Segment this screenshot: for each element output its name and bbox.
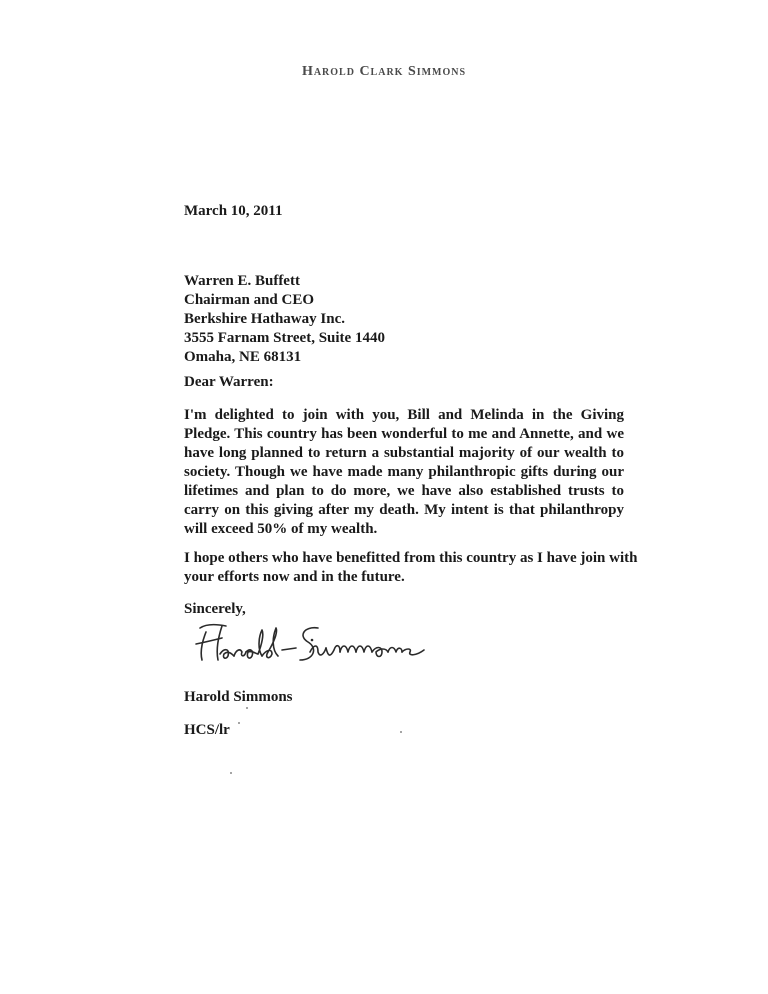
- handwritten-signature: [192, 614, 432, 670]
- closing: Sincerely,: [184, 601, 246, 617]
- recipient-company: Berkshire Hathaway Inc.: [184, 311, 345, 327]
- body-paragraph-2: I hope others who have benefitted from this country as I have join with your efforts now and in the future.: [184, 550, 638, 585]
- salutation: Dear Warren:: [184, 374, 274, 390]
- recipient-city: Omaha, NE 68131: [184, 349, 302, 365]
- letterhead: Harold Clark Simmons: [301, 64, 467, 79]
- letter-date: March 10, 2011: [184, 203, 283, 219]
- recipient-street: 3555 Farnam Street, Suite 1440: [184, 330, 385, 346]
- paper-speck: [400, 731, 402, 733]
- paper-speck: [238, 722, 240, 724]
- reference-initials: HCS/lr: [184, 722, 230, 738]
- recipient-title: Chairman and CEO: [184, 292, 315, 308]
- body-paragraph-1: I'm delighted to join with you, Bill and Melinda in the Giving Pledge. This country has been wonderful to me and Annette, and we have long planned to return a substantial majority of our wealth to society. Though we have made many philanthropic gifts during our lifetimes and plan to do more, we have also established trusts to carry on this giving after my death. My intent is that philanthropy will exceed 50% of my wealth.: [184, 407, 624, 537]
- recipient-name: Warren E. Buffett: [184, 273, 300, 289]
- recipient-address: [184, 272, 624, 367]
- paper-speck: [230, 772, 232, 774]
- paper-speck: [246, 707, 248, 709]
- signer-name: Harold Simmons: [184, 689, 293, 705]
